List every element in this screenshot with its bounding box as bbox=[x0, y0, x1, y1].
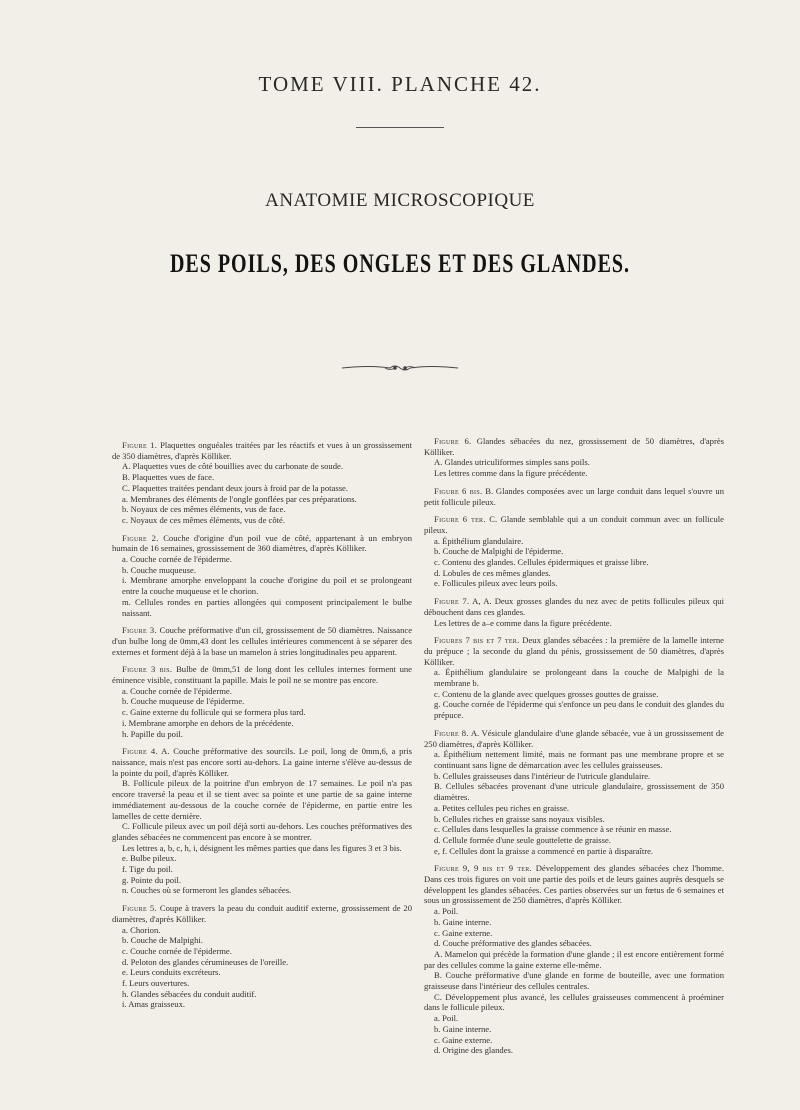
legend-item: h. Glandes sébacées du conduit auditif. bbox=[122, 988, 257, 999]
legend-left-column bbox=[112, 440, 412, 1010]
legend-item: a. Poil. bbox=[434, 906, 459, 917]
legend-item: b. Gaine interne. bbox=[434, 916, 492, 927]
legend-item: b. Cellules riches en graisse sans noyaux visibles. bbox=[434, 813, 605, 824]
legend-item: c. Contenu des glandes. Cellules épidermiques et graisse libre. bbox=[434, 557, 649, 568]
legend-paragraph: B. Couche préformative d'une glande en forme de bouteille, avec une formation graisseuse dans l'intérieur des cellules centrales. bbox=[424, 970, 724, 992]
figure-caption bbox=[424, 486, 724, 507]
figure-text: Développement des glandes sébacées chez l'homme. Dans ces trois figures on voit une partie des poils et de leurs gaines auprès desquels se développent les glandes sébacées. Ces parties observées sur un fœtus de 6 semaines et sous un grossissement de 250 diamètres, d'après Kölliker. bbox=[424, 863, 725, 906]
legend-item: Les lettres de a–e comme dans la figure précédente. bbox=[434, 617, 612, 628]
legend-item: f. Tige du poil. bbox=[122, 864, 173, 875]
legend-item: f. Leurs ouvertures. bbox=[122, 978, 190, 989]
figure-label: Figure 2. bbox=[122, 532, 159, 543]
legend-item: B. Cellules sébacées provenant d'une utricule glandulaire, grossissement de 350 diamètres. bbox=[434, 781, 724, 803]
figure-label: Figure 3 bis. bbox=[122, 664, 173, 675]
figure-text: C. Glande semblable qui a un conduit commun avec un follicule pileux. bbox=[424, 514, 724, 535]
figure-label: Figures 7 bis et 7 ter. bbox=[434, 635, 520, 646]
legend-item: b. Gaine interne. bbox=[434, 1023, 492, 1034]
legend-item: a. Poil. bbox=[434, 1013, 459, 1024]
legend-item: i. Membrane amorphe enveloppant la couche d'origine du poil et se prolongeant entre la couche muqueuse et le chorion. bbox=[122, 575, 412, 597]
legend-item: g. Couche cornée de l'épiderme qui s'enfonce un peu dans le conduit des glandes du prépuce. bbox=[434, 699, 724, 721]
figure-label: Figure 3. bbox=[122, 625, 157, 636]
legend-item: a. Membranes des éléments de l'ongle gonflées par ces préparations. bbox=[122, 493, 357, 504]
legend-item: d. Cellule formée d'une seule gouttelette de graisse. bbox=[434, 834, 611, 845]
legend-item: c. Gaine externe du follicule qui se formera plus tard. bbox=[122, 707, 306, 718]
legend-item: b. Couche de Malpighi de l'épiderme. bbox=[434, 546, 564, 557]
figure-text: Couche préformative d'un cil, grossissement de 50 diamètres. Naissance d'un bulbe long de 0mm,43 dont les cellules intérieures commencent à se séparer des externes et forment déjà à la base un mamelon à stries longitudinales peu apparent. bbox=[112, 625, 413, 657]
ornament-flourish-icon bbox=[340, 362, 460, 374]
legend-item: n. Couches où se formeront les glandes sébacées. bbox=[122, 885, 292, 896]
legend-item: d. Lobules de ces mêmes glandes. bbox=[434, 567, 551, 578]
legend-item: c. Contenu de la glande avec quelques grosses gouttes de graisse. bbox=[434, 688, 659, 699]
figure-caption bbox=[112, 625, 412, 657]
legend-item: a. Couche cornée de l'épiderme. bbox=[122, 685, 232, 696]
legend-item: A. Glandes utriculiformes simples sans poils. bbox=[434, 457, 590, 468]
tome-header: TOME VIII. PLANCHE 42. bbox=[258, 72, 542, 96]
legend-item: e. Leurs conduits excréteurs. bbox=[122, 967, 221, 978]
legend-paragraph: B. Follicule pileux de la poitrine d'un embryon de 17 semaines. Le poil n'a pas encore traversé la peau et il se tient avec sa pointe et une partie de sa gaine interne immédiatement au-dessous de la couche cornée de l'épiderme, en partie entre les lamelles de cette dernière. bbox=[112, 778, 412, 821]
legend-item: c. Couche cornée de l'épiderme. bbox=[122, 945, 232, 956]
figure-text: Bulbe de 0mm,51 de long dont les cellules internes forment une éminence visible, constituant la papille. Mais le poil ne se montre pas encore. bbox=[112, 664, 412, 686]
figure-caption bbox=[424, 436, 724, 457]
figure-label: Figure 1. bbox=[122, 440, 158, 450]
legend-item: h. Papille du poil. bbox=[122, 728, 183, 739]
figure-label: Figure 4. bbox=[122, 746, 158, 757]
legend-item: a. Chorion. bbox=[122, 924, 161, 935]
legend-item: e. Bulbe pileux. bbox=[122, 853, 177, 864]
figure-text: B. Glandes composées avec un large conduit dans lequel s'ouvre un petit follicule pileux. bbox=[424, 485, 724, 507]
header-rule bbox=[356, 127, 444, 128]
legend-item: a. Couche cornée de l'épiderme. bbox=[122, 554, 232, 565]
figure-text: Couche d'origine d'un poil vue de côté, appartenant à un embryon humain de 16 semaines, grossissement de 360 diamètres, d'après Kölliker. bbox=[112, 532, 413, 554]
figure-label: Figure 6 ter. bbox=[434, 514, 486, 525]
figure-caption bbox=[424, 863, 724, 906]
figure-caption bbox=[112, 903, 412, 924]
figure-caption bbox=[424, 635, 724, 667]
figure-text: Plaquettes onguéales traitées par les réactifs et vues à un grossissement de 350 diamètres, d'après Kölliker. bbox=[112, 440, 412, 461]
figure-text: Coupe à travers la peau du conduit auditif externe, grossissement de 20 diamètres, d'après Kölliker. bbox=[112, 903, 412, 924]
legend-item: b. Cellules graisseuses dans l'intérieur de l'utricule glandulaire. bbox=[434, 770, 651, 781]
legend-item: i. Amas graisseux. bbox=[122, 999, 186, 1010]
legend-item: a. Épithélium glandulaire se prolongeant dans la couche de Malpighi de la membrane b. bbox=[434, 667, 724, 689]
legend-right-column bbox=[424, 436, 724, 1056]
figure-label: Figure 9, 9 bis et 9 ter. bbox=[434, 863, 533, 874]
figure-caption bbox=[112, 440, 412, 461]
legend-item: m. Cellules rondes en parties allongées qui composent principalement le bulbe naissant. bbox=[122, 596, 412, 618]
figure-label: Figure 8. bbox=[434, 727, 469, 738]
legend-item: c. Gaine externe. bbox=[434, 1034, 493, 1045]
legend-item: c. Gaine externe. bbox=[434, 927, 493, 938]
figure-caption bbox=[112, 664, 412, 685]
legend-paragraph: Les lettres a, b, c, h, i, désignent les mêmes parties que dans les figures 3 et 3 bis. bbox=[122, 842, 402, 853]
legend-item: a. Épithélium glandulaire. bbox=[434, 535, 524, 546]
figure-label: Figure 6 bis. bbox=[434, 485, 483, 496]
figure-caption bbox=[424, 514, 724, 535]
legend-item: c. Cellules dans lesquelles la graisse commence à se réunir en masse. bbox=[434, 824, 672, 835]
legend-item: a. Épithélium nettement limité, mais ne formant pas une membrane propre et se continuant sans ligne de démarcation avec les cellules graisseuses. bbox=[434, 749, 724, 770]
figure-label: Figure 5. bbox=[122, 903, 158, 914]
plate-title: DES POILS, DES ONGLES ET DES GLANDES. bbox=[169, 250, 631, 279]
legend-item: b. Couche muqueuse de l'épiderme. bbox=[122, 696, 245, 707]
legend-item: B. Plaquettes vues de face. bbox=[122, 472, 215, 483]
figure-caption bbox=[112, 533, 412, 554]
legend-item: b. Couche muqueuse. bbox=[122, 564, 196, 575]
plate-subtitle: ANATOMIE MICROSCOPIQUE bbox=[265, 190, 535, 211]
figure-caption bbox=[424, 596, 724, 617]
legend-item: d. Couche préformative des glandes sébacées. bbox=[434, 938, 592, 949]
legend-item: b. Couche de Malpighi. bbox=[122, 935, 203, 946]
legend-item: A. Plaquettes vues de côté bouillies avec du carbonate de soude. bbox=[122, 461, 343, 472]
legend-item: e, f. Cellules dont la graisse a commencé en partie à disparaître. bbox=[434, 845, 654, 856]
legend-item: b. Noyaux de ces mêmes éléments, vus de face. bbox=[122, 504, 286, 515]
legend-item: g. Pointe du poil. bbox=[122, 874, 181, 885]
figure-label: Figure 6. bbox=[434, 436, 472, 446]
legend-item: C. Plaquettes traitées pendant deux jours à froid par de la potasse. bbox=[122, 482, 348, 493]
figure-text: Deux glandes sébacées : la première de la lamelle interne du prépuce ; la seconde du gland du pénis, grossissement de 50 diamètres, d'après Kölliker. bbox=[424, 635, 724, 667]
legend-item: d. Peloton des glandes cérumineuses de l'oreille. bbox=[122, 956, 289, 967]
legend-item: Les lettres comme dans la figure précédente. bbox=[434, 468, 588, 479]
figure-text: Glandes sébacées du nez, grossissement de 50 diamètres, d'après Kölliker. bbox=[424, 436, 725, 457]
legend-item: c. Noyaux de ces mêmes éléments, vus de côté. bbox=[122, 514, 285, 525]
figure-text: A. Couche préformative des sourcils. Le poil, long de 0mm,6, a pris naissance, mais n'est pas encore sorti au-dehors. La gaine interne s'élève au-dessus de la pointe du poil, d'après Kölliker. bbox=[112, 746, 412, 778]
legend-paragraph: C. Développement plus avancé, les cellules graisseuses commencent à proéminer dans le follicule pileux. bbox=[424, 991, 724, 1013]
figure-label: Figure 7. bbox=[434, 596, 470, 607]
figure-caption bbox=[112, 746, 412, 778]
legend-item: e. Follicules pileux avec leurs poils. bbox=[434, 578, 558, 589]
figure-text: A. Vésicule glandulaire d'une glande sébacée, vue à un grossissement de 250 diamètres, d'après Kölliker. bbox=[424, 727, 724, 749]
figure-caption bbox=[424, 728, 724, 749]
figure-text: A, A. Deux grosses glandes du nez avec de petits follicules pileux qui débouchent dans ces glandes. bbox=[424, 596, 724, 617]
legend-item: d. Origine des glandes. bbox=[434, 1045, 513, 1056]
legend-paragraph: A. Mamelon qui précède la formation d'une glande ; il est encore entièrement formé par des cellules comme la gaine externe elle-même. bbox=[424, 948, 724, 970]
legend-item: a. Petites cellules peu riches en graisse. bbox=[434, 802, 570, 813]
legend-paragraph: C. Follicule pileux avec un poil déjà sorti au-dehors. Les couches préformatives des glandes sébacées ne commencent pas encore à se montrer. bbox=[112, 821, 412, 842]
legend-item: i. Membrane amorphe en dehors de la précédente. bbox=[122, 717, 294, 728]
